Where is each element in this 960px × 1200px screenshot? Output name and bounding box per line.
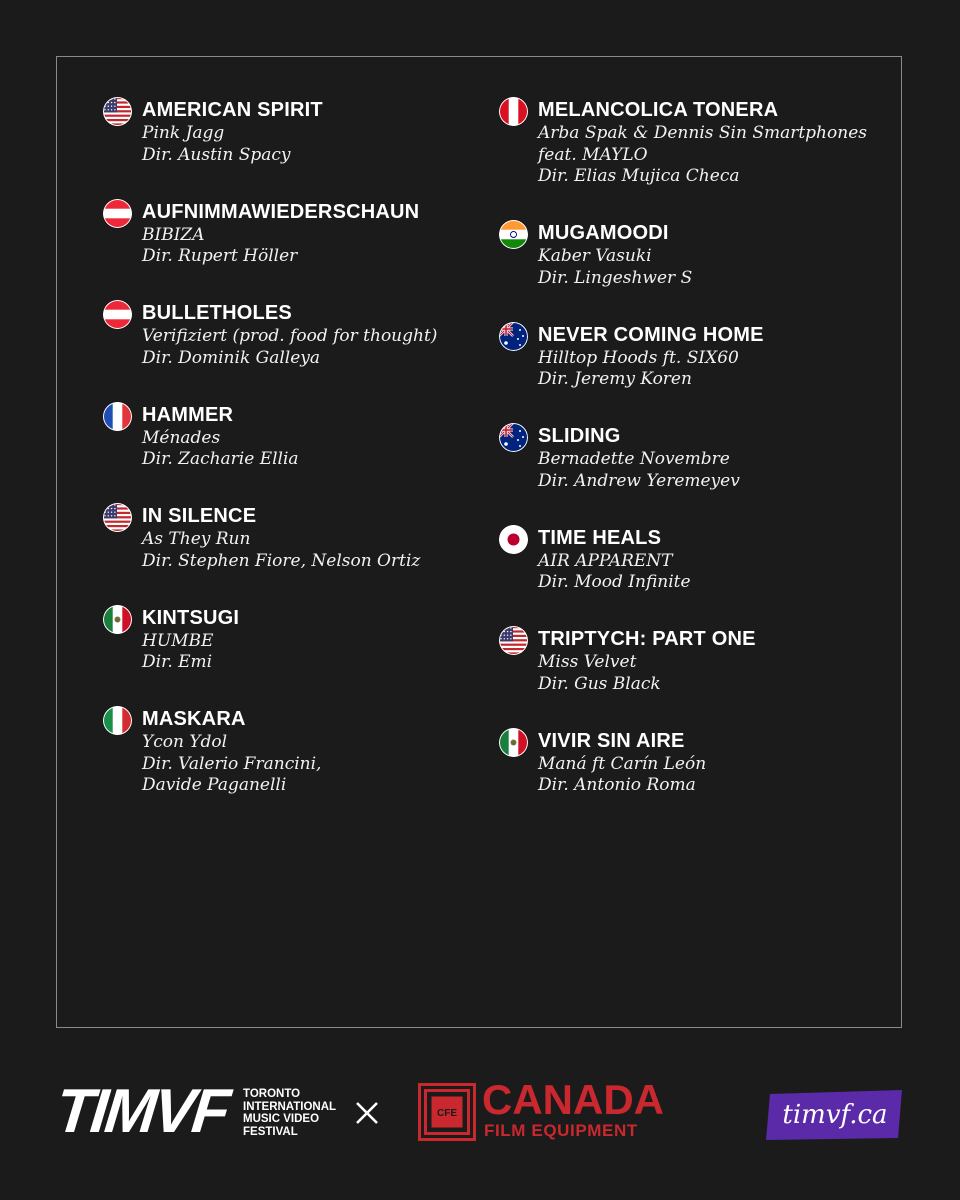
film-artist-line: Pink Jagg (142, 123, 225, 143)
film-title: AUFNIMMAWIEDERSCHAUN (142, 200, 420, 223)
film-title: AMERICAN SPIRIT (142, 99, 323, 121)
film-artist-line: Ycon Ydol (142, 732, 228, 752)
cfe-tagline: FILM EQUIPMENT (484, 1121, 638, 1140)
film-title: VIVIR SIN AIRE (538, 729, 685, 752)
url-badge[interactable] (766, 1090, 904, 1140)
film-entry (103, 605, 437, 674)
film-artist-line: Bernadette Novembre (538, 449, 730, 469)
film-entry (103, 97, 437, 166)
film-title: IN SILENCE (142, 505, 257, 527)
film-artist-line: Miss Velvet (538, 652, 637, 672)
film-credit-line: Dir. Antonio Roma (538, 775, 696, 795)
film-credit-line: Dir. Gus Black (538, 673, 661, 694)
timvf-logo-wordmark: TIMVF (52, 1077, 231, 1146)
film-artist-line: Kaber Vasuki (538, 246, 652, 266)
left-column (103, 97, 437, 829)
film-credit-line: Dir. Rupert Höller (142, 246, 298, 266)
austria-flag-icon (103, 199, 132, 228)
film-artist-line: Verifiziert (prod. food for thought) (142, 326, 438, 346)
film-credit-line: Davide Paganelli (142, 775, 287, 795)
timvf-subtitle-line: MUSIC VIDEO (243, 1113, 320, 1125)
film-entry (103, 300, 437, 369)
times-icon (354, 1100, 380, 1131)
film-title: SLIDING (538, 425, 621, 447)
film-entry (103, 402, 437, 471)
peru-flag-icon (499, 97, 528, 126)
film-entry (499, 220, 867, 289)
film-title: KINTSUGI (142, 606, 240, 629)
film-title: MUGAMOODI (538, 222, 669, 244)
film-credit-line: Dir. Stephen Fiore, Nelson Ortiz (142, 550, 421, 571)
timvf-logo (52, 1077, 337, 1146)
film-credit-line: Dir. Lingeshwer S (538, 267, 693, 288)
right-column (499, 97, 867, 829)
film-credit-line: Dir. Jeremy Koren (538, 369, 692, 389)
japan-flag-icon (499, 525, 528, 554)
italy-flag-icon (103, 706, 132, 735)
timvf-logo-subtitle (243, 1088, 353, 1138)
australia-flag-icon (499, 423, 528, 452)
india-flag-icon (499, 220, 528, 249)
film-entry (499, 728, 867, 797)
france-flag-icon (103, 402, 132, 431)
film-credit-line: Dir. Elias Mujica Checa (538, 166, 740, 186)
film-artist-line: Hilltop Hoods ft. SIX60 (538, 347, 739, 368)
us-flag-icon (103, 97, 132, 126)
us-flag-icon (499, 626, 528, 655)
film-entry (499, 322, 867, 391)
film-entry (103, 503, 437, 572)
film-credit-line: Dir. Andrew Yeremeyev (538, 470, 740, 491)
film-artist-line: AIR APPARENT (538, 550, 673, 571)
film-entry (499, 97, 867, 188)
film-title: MASKARA (142, 708, 246, 730)
footer (0, 1070, 960, 1160)
mexico-flag-icon (499, 728, 528, 757)
film-entry (499, 525, 867, 594)
film-entry (103, 199, 437, 268)
film-title: NEVER COMING HOME (538, 323, 764, 346)
film-title: MELANCOLICA TONERA (538, 99, 779, 121)
film-artist-line: Maná ft Carín León (538, 753, 707, 774)
film-credit-line: Dir. Mood Infinite (538, 572, 691, 592)
cfe-box-label: CFE (437, 1108, 457, 1119)
film-credit-line: Dir. Dominik Galleya (142, 347, 321, 368)
film-title: HAMMER (142, 403, 234, 426)
film-credit-line: Dir. Valerio Francini, (142, 753, 322, 774)
timvf-subtitle-line: INTERNATIONAL (243, 1100, 337, 1113)
film-entry (499, 626, 867, 695)
film-entry (499, 423, 867, 492)
film-credit-line: Dir. Emi (142, 652, 213, 672)
mexico-flag-icon (103, 605, 132, 634)
us-flag-icon (103, 503, 132, 532)
australia-flag-icon (499, 322, 528, 351)
austria-flag-icon (103, 300, 132, 329)
cfe-box-icon (418, 1083, 476, 1141)
cfe-name: CANADA (482, 1076, 664, 1123)
film-entry (103, 706, 437, 797)
lineup-frame (56, 56, 902, 1028)
film-title: BULLETHOLES (142, 302, 292, 324)
film-title: TRIPTYCH: PART ONE (538, 628, 756, 650)
film-artist-line: BIBIZA (142, 224, 205, 245)
url-link[interactable]: timvf.ca (782, 1100, 888, 1130)
film-artist-line: HUMBE (142, 630, 214, 651)
timvf-subtitle-line: TORONTO (243, 1088, 301, 1100)
film-artist-line: Arba Spak & Dennis Sin Smartphones (538, 123, 867, 143)
film-artist-line: feat. MAYLO (538, 144, 648, 165)
film-artist-line: As They Run (142, 529, 251, 549)
timvf-subtitle-line: FESTIVAL (243, 1125, 298, 1138)
film-artist-line: Ménades (142, 427, 221, 448)
film-credit-line: Dir. Zacharie Ellia (142, 449, 299, 469)
film-title: TIME HEALS (538, 526, 662, 549)
film-credit-line: Dir. Austin Spacy (142, 144, 291, 165)
